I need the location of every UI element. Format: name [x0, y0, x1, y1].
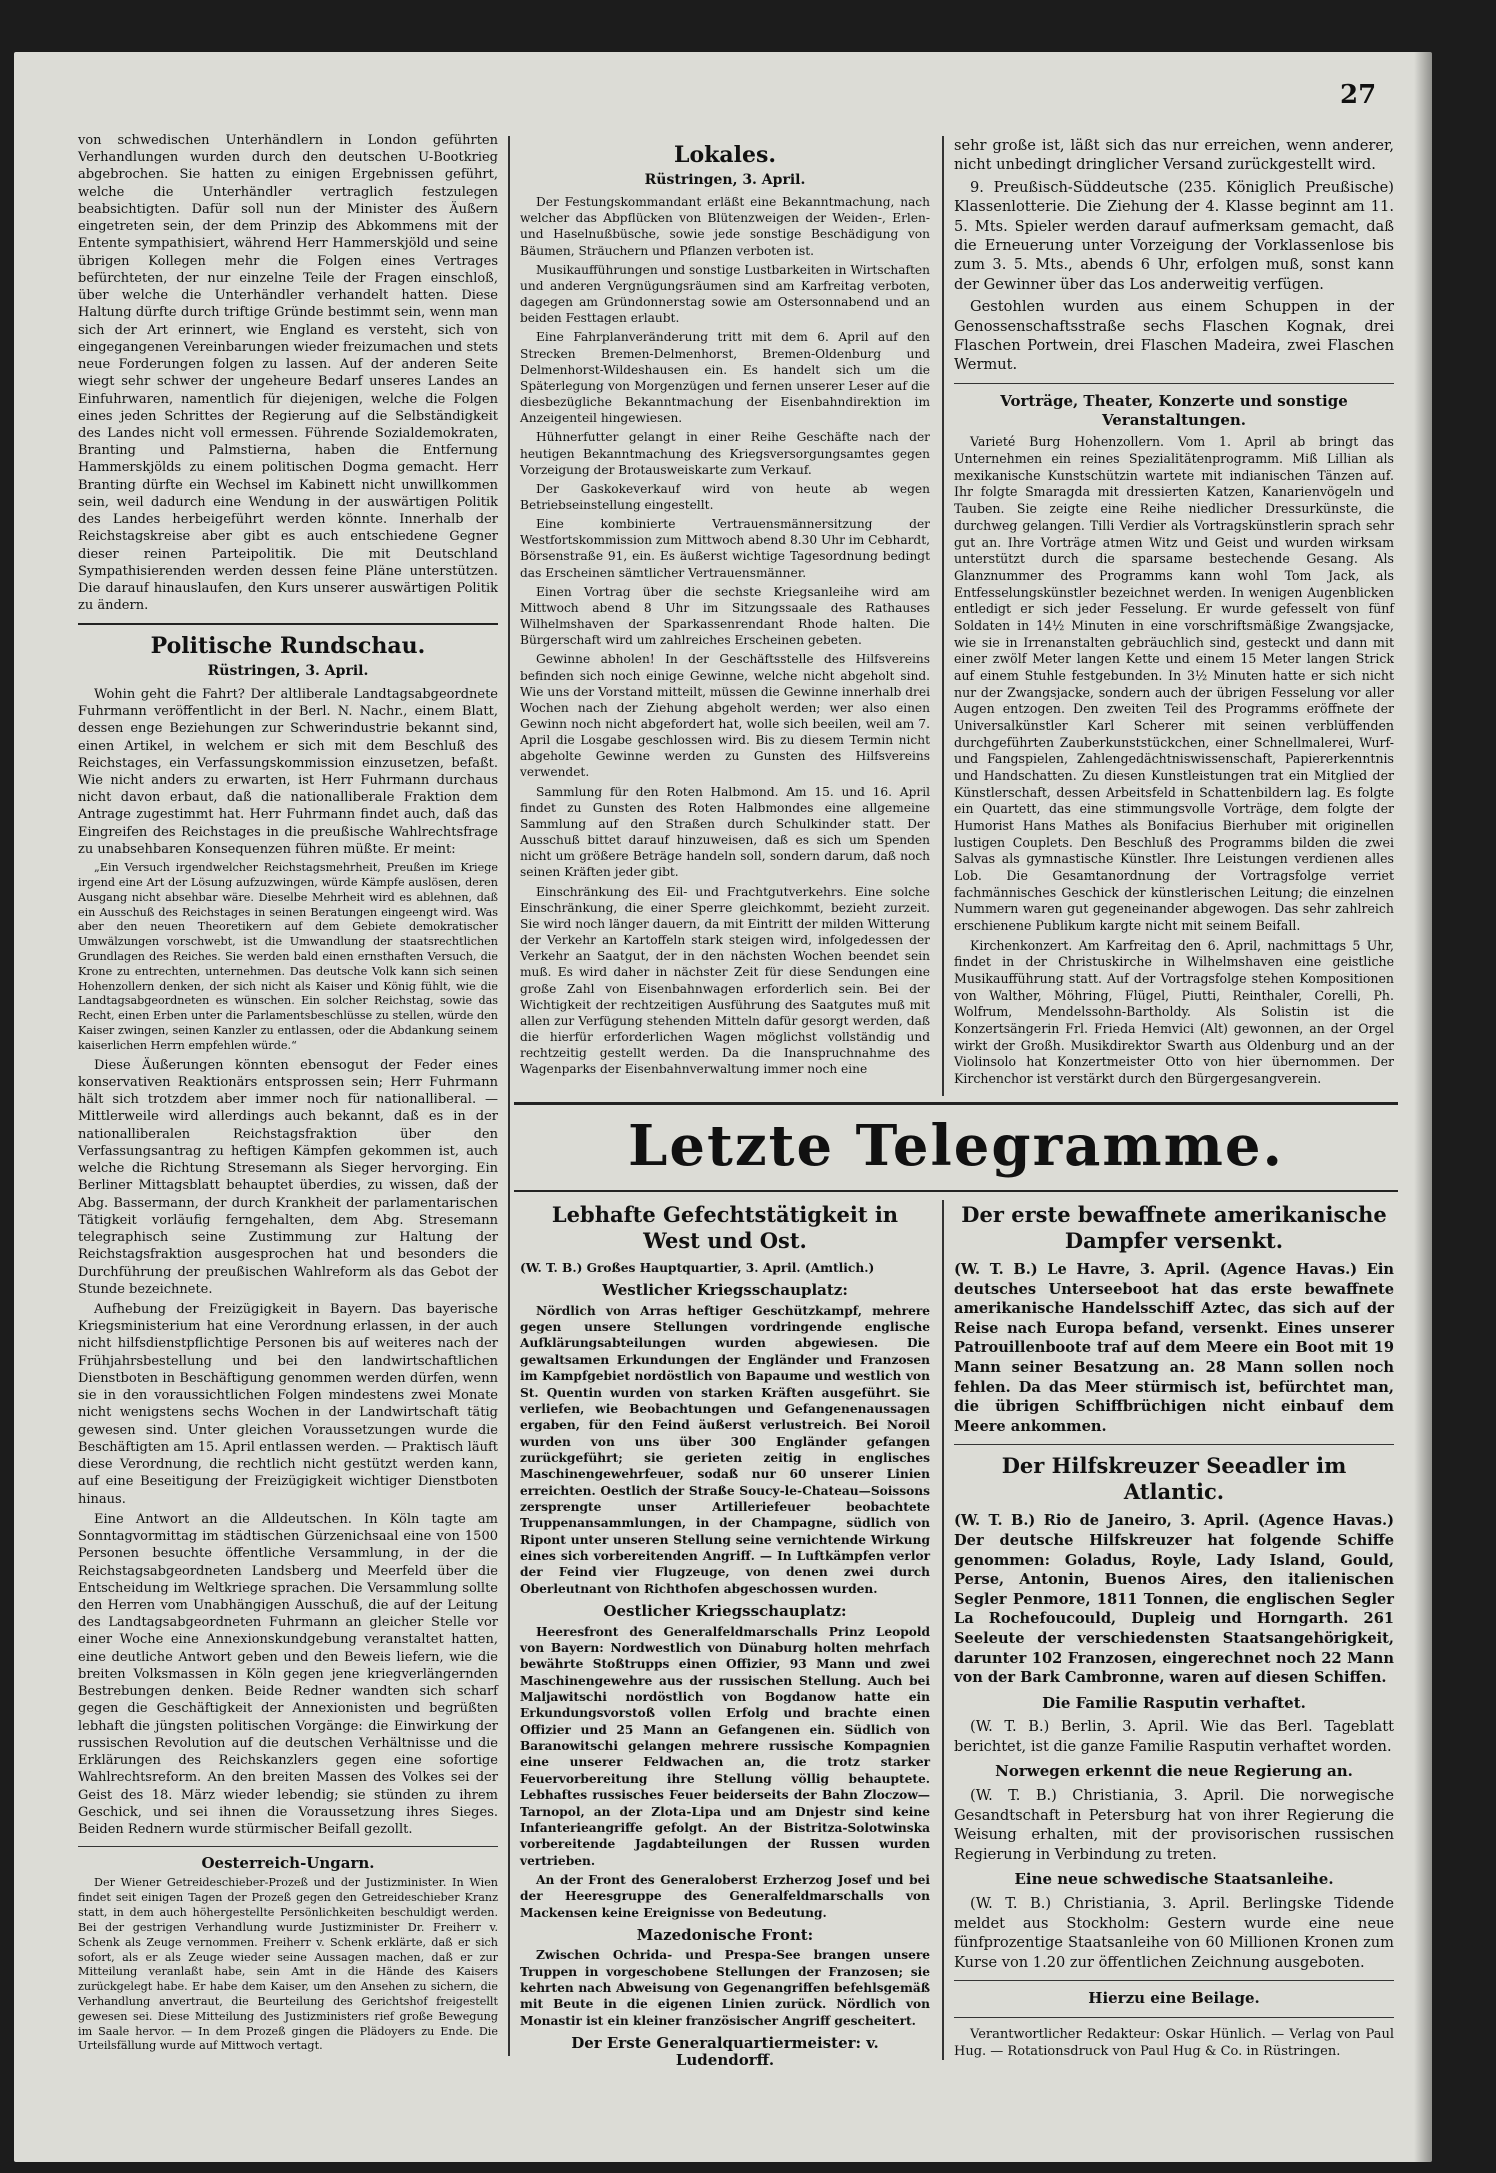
ost-heading: Oestlicher Kriegsschauplatz: [603, 1602, 847, 1621]
divider [78, 623, 498, 625]
oesterreich-heading: Oesterreich-Ungarn. [201, 1854, 375, 1873]
tele-signature: Der Erste Generalquartiermeister: v. Ludendorff. [571, 2034, 879, 2069]
telegramme-heading: Letzte Telegramme. [627, 1113, 1285, 1179]
article-musik: Musikaufführungen und sonstige Lustbarkeiten in Wirtschaften und anderen Vergnügungsräumen sind am Karfreitag verboten, dagegen am Gründonnerstag sowie am Ostersonnabend und an beiden Festtagen erlaubt. [520, 262, 930, 326]
lokales-heading: Lokales. [673, 142, 777, 168]
anleihe-heading: Eine neue schwedische Staatsanleihe. [1014, 1870, 1334, 1889]
divider [954, 2017, 1394, 2018]
article-fahrplan: Eine Fahrplanveränderung tritt mit dem 6. April auf den Strecken Bremen-Delmenhorst, Bremen-Oldenburg und Delmenhorst-Wildeshausen ein. Es handelt sich um die Späterlegung von Morgenzügen und fernen unserer Leser auf die diesbezügliche Bekanntmachung der Eisenbahndirektion im Anzeigenteil hingewiesen. [520, 330, 930, 426]
article-wohin: Wohin geht die Fahrt? Der altliberale Landtagsabgeordnete Fuhrmann veröffentlicht in der Berl. N. Nachr., einem Blatt, dessen enge Beziehungen zur Schwerindustrie bekannt sind, einen Artikel, in welchem er sich mit dem Beschluß des Reichstages, ein Verfassungskommission einzusetzen, befaßt. Wie nicht anders zu erwarten, ist Herr Fuhrmann durchaus nicht davon erbaut, daß die nationalliberale Fraktion dem Antrage zugestimmt hat. Herr Fuhrmann findet auch, daß das Eingreifen des Reichstages in die preußische Wahlrechtsfrage zu unabsehbaren Konsequenzen führen müßte. Er meint: [78, 686, 498, 857]
newspaper-page [14, 52, 1432, 2162]
article-frachtgut: Einschränkung des Eil- und Frachtgutverkehrs. Eine solche Einschränkung, die einer Sperre gleichkommt, bezieht zurzeit. Sie wird noch länger dauern, da mit Eintritt der milden Witterung der Verkehr an Kartoffeln stark steigen wird, infolgedessen der Verkehr an Saatgut, der in den nächsten Wochen beendet sein muß. Es wird daher in nächster Zeit für diese Sendungen eine große Zahl von Eisenbahnwagen erforderlich sein. Bei der Wichtigkeit der rechtzeitigen Ausführung des Saatgutes muß mit allen zur Verfügung stehenden Mitteln dafür gesorgt werden, daß die hierfür erforderlichen Wagen möglichst vollständig und rechtzeitig gestellt werden. Da die Inanspruchnahme des Wagenparks der Eisenbahnverwaltung immer noch eine [520, 884, 930, 1077]
column-rule [942, 136, 944, 1096]
telegramme-top-rule [514, 1102, 1398, 1105]
article-alldeutschen: Eine Antwort an die Alldeutschen. In Köln tagte am Sonntagvormittag im städtischen Gürzenichsaal eine von 1500 Personen besuchte öffentliche Versammlung, in der die Reichstagsabgeordneten Landsberg und Meerfeld über die Entscheidung im Weltkriege sprachen. Die Versammlung sollte den Herren vom Unabhängigen Ausschuß, die auf der Leitung des Landtagsabgeordneten Fuhrmann an gleicher Stelle vor einer Woche eine Annexionskundgebung veranstaltet hatten, eine deutliche Antwort geben und den Beweis liefern, wie die breiten Volksmassen in Köln gegen jene kriegverlängernden Bestrebungen denken. Beide Redner wandten sich scharf gegen die Geschäftigkeit der Annexionisten und begrüßten lebhaft die jüngsten politischen Vorgänge: die Einwirkung der russischen Revolution auf die deutschen Verhältnisse und die Erklärungen des Reichskanzlers gegen eine sofortige Wahlrechtsreform. An den breiten Massen des Volkes sei der Geist des 18. März wieder lebendig; sie stünden zu ihrem Geschick, und sei ihnen die Voraussetzung ihres Sieges. Beiden Rednern wurde stürmischer Beifall gezollt. [78, 1511, 498, 1838]
tele-ost2: An der Front des Generaloberst Erzherzog Josef und bei der Heeresgruppe des Generalfeldmarschalls von Mackensen keine Ereignisse von Bedeutung. [520, 1872, 930, 1920]
politische-rundschau-heading: Politische Rundschau. [150, 632, 426, 659]
page-number: 27 [1340, 80, 1377, 110]
article-variete: Varieté Burg Hohenzollern. Vom 1. April ab bringt das Unternehmen ein reines Spezialitätenprogramm. Miß Lillian als mexikanische Kunstschützin wartete mit indianischen Tänzen auf. Ihr folgte Smaragda mit dressierten Katzen, Kanarienvögeln und Tauben. Sie zeigte eine Reihe niedlicher Dressurkünste, die durchweg gelangen. Tilli Verdier als Vortragskünstlerin sprach sehr gut an. Ihre Vorträge atmen Witz und Geist und wurden wirksam unterstützt durch die sparsame bestechende Gesang. Als Glanznummer des Programms kann wohl Tom Jack, als Entfesselungskünstler bezeichnet werden. In wenigen Augenblicken entledigt er sich jeder Fesselung. Er wurde gefesselt von fünf Soldaten in 14½ Minuten in eine vorschriftsmäßige Zwangsjacke, wie sie in Irrenanstalten gebräuchlich sind, gesteckt und dann mit einer zwölf Meter langen Kette und einem 15 Meter langen Strick auf einem Stuhle festgebunden. In 3½ Minuten hatte er sich nicht nur der Zwangsjacke, sondern auch der übrigen Fesselung vor aller Augen entzogen. Den zweiten Teil des Programms eröffnete der Universalkünstler Karl Scherer mit seinen verblüffenden durchgeführten Zauberkunststückchen, einer Schnellmalerei, Wurf- und Fangspielen, Zahlengedächtniswissenschaft, Papiererkenntnis und Handschatten. Zu diesen Kunstleistungen trat ein Mitglied der Künstlerschaft, dessen Arbeitsfeld in Schattenbildern lag. Es folgte ein Quartett, das eine stimmungsvolle Vorträge, dem folgte der Humorist Hans Mathes als Bonifacius Bierhuber mit originellen lustigen Couplets. Den Beschluß des Programms bilden die zwei Salvas als gymnastische Künstler. Ihre Leistungen verdienen alles Lob. Die Gesamtanordnung der Vortragsfolge verriet fachmännisches Geschick der künstlerischen Leitung; die einzelnen Nummern waren gut gegeneinander abgewogen. Das sehr zahlreich erschienene Publikum kargte nicht mit seinem Beifall. [954, 434, 1394, 933]
article-intro: von schwedischen Unterhändlern in London geführten Verhandlungen wurden durch den deutschen U-Bootkrieg abgebrochen. Sie hatten zu einigen Ergebnissen geführt, welche die Unterhändler vertraglich festzulegen beabsichtigten. Dafür soll nun der Minister des Äußern eingetreten sein, der dem Prinzip des Abkommens mit der Entente sympathisiert, während Herr Hammerskjöld und seine übrigen Kollegen mehr die Folgen eines Vertrages befürchteten, der nur einzelne Teile der Fragen einschloß, über welche die Unterhändler verhandelt hatten. Diese Haltung dürfte durch triftige Gründe bestimmt sein, wenn man sich der Art erinnert, wie England es versteht, sich von eingegangenen Vereinbarungen wieder freizumachen und stets neue Forderungen folgen zu lassen. Auf der anderen Seite wiegt sehr schwer der ungeheure Bedarf unseres Landes an Einfuhrwaren, namentlich für diejenigen, welche die Folgen eines jeden Schrittes der Regierung auf die Selbständigkeit des Landes nicht voll ermessen. Führende Sozialdemokraten, Branting und Palmstierna, haben die Entfernung Hammerskjölds zu einem politischen Dogma gemacht. Herr Branting dürfte ein Wechsel im Kabinett nicht unwillkommen sein, weil dadurch eine Wendung in der auswärtigen Politik des Landes herbeigeführt werden könnte. Innerhalb der Reichstagskreise aber gibt es auch entschiedene Gegner dieser reinen Parteipolitik. Die mit Deutschland Sympathisierenden werden dessen feine Pläne unterstützen. Die darauf hinauslaufen, den Kurs unserer auswärtigen Politik zu ändern. [78, 133, 498, 614]
article-continued: sehr große ist, läßt sich das nur erreichen, wenn anderer, nicht unbedingt dringlicher Versand zurückgestellt wird. [954, 137, 1394, 174]
column-right [954, 136, 1394, 1091]
telegramme-right [954, 1200, 1394, 2063]
article-huehnerfutter: Hühnerfutter gelangt in einer Reihe Geschäfte nach der heutigen Bekanntmachung des Kriegsversorgungsamtes gegen Vorzeigung der Brotausweiskarte zum Verkauf. [520, 430, 930, 477]
rasputin-heading: Die Familie Rasputin verhaftet. [1042, 1693, 1306, 1712]
tele-left-intro: (W. T. B.) Großes Hauptquartier, 3. April. (Amtlich.) [520, 1261, 875, 1275]
divider [954, 1980, 1394, 1981]
west-heading: Westlicher Kriegsschauplatz: [602, 1281, 848, 1300]
tele-west: Nördlich von Arras heftiger Geschützkampf, mehrere gegen unsere Stellungen vordringende englische Aufklärungsabteilungen wurden abgewiesen. Die gewaltsamen Erkundungen der Engländer und Franzosen im Kampfgebiet nordöstlich von Bapaume und westlich von St. Quentin wurden von starken Kräften ausgeführt. Sie verliefen, wie Beobachtungen und Gefangenenaussagen ergaben, für den Feind äußerst verlustreich. Bei Noroil wurden von uns über 300 Engländer gefangen zurückgeführt; sie gerieten zeitig in englisches Maschinengewehrfeuer, sodaß nur 60 unserer Linien erreichten. Oestlich der Straße Soucy-le-Chateau—Soissons zersprengte unser Artilleriefeuer beobachtete Truppenansammlungen, in der Champagne, südlich von Ripont unter unseren Stellung seine vernichtende Wirkung eines sich vorbereitenden Angriff. — In Luftkämpfen verlor der Feind vier Flugzeuge, von denen zwei durch Oberleutnant von Richthofen abgeschossen wurden. [520, 1303, 930, 1596]
maz-heading: Mazedonische Front: [636, 1926, 814, 1945]
column-rule [508, 136, 510, 2056]
norwegen-heading: Norwegen erkennt die neue Regierung an. [995, 1762, 1353, 1781]
tele-anleihe: (W. T. B.) Christiania, 3. April. Berlingske Tidende meldet aus Stockholm: Gestern wurde eine neue fünfprozentige Staatsanleihe von 60 Millionen Kronen zum Kurse von 1.20 zur öffentlichen Zeichnung ausgeboten. [954, 1895, 1394, 1971]
column-middle [520, 136, 930, 1080]
divider [954, 383, 1394, 384]
article-fuhrmann: Diese Äußerungen könnten ebensogut der Feder eines konservativen Reaktionärs entsprossen sein; Herr Fuhrmann hält sich trotzdem aber immer noch für nationalliberal. — Mittlerweile wird allerdings auch bekannt, daß es in der nationalliberalen Reichstagsfraktion über den Verfassungsantrag zu heftigen Kämpfen gekommen ist, auch welche die Richtung Stresemann als Sieger hervorging. Ein Berliner Mittagsblatt behauptet überdies, zu wissen, daß der Abg. Bassermann, der durch Krankheit der parlamentarischen Tätigkeit vorläufig ferngehalten, dem Abg. Stresemann telegraphisch seine Zustimmung zur Haltung der Reichstagsfraktion ausgesprochen hat und besonders die Durchführung der preußischen Wahlreform als das Gebot der Stunde bezeichnete. [78, 1057, 498, 1297]
column-left [78, 132, 498, 2057]
tele-ost: Heeresfront des Generalfeldmarschalls Prinz Leopold von Bayern: Nordwestlich von Dünaburg holten mehrfach bewährte Stoßtrupps einen Offizier, 93 Mann und zwei Maschinengewehre aus der russischen Stellung. Auch bei Maljawitschi nordöstlich von Bogdanow hatte ein Erkundungsvorstoß vollen Erfolg und brachte einen Offizier und 25 Mann an Gefangenen ein. Südlich von Baranowitschi gelangen mehrere russische Kompagnien eine unserer Feldwachen an, die trotz starker Feuervorbereitung ihre Stellung völlig behauptete. Lebhaftes russisches Feuer beiderseits der Bahn Zloczow—Tarnopol, an der Zlota-Lipa und am Dnjestr sind keine Infanterieangriffe gefolgt. An der Bistritza-Solotwinska vorbereitende Jagdabteilungen der Russen wurden vertrieben. [520, 1624, 930, 1868]
tele-rasputin: (W. T. B.) Berlin, 3. April. Wie das Berl. Tageblatt berichtet, ist die ganze Familie Rasputin verhaftet worden. [954, 1718, 1394, 1755]
article-freizuegigkeit: Aufhebung der Freizügigkeit in Bayern. Das bayerische Kriegsministerium hat eine Verordnung erlassen, in der auch nicht hilfsdienstpflichtige Personen bis auf weiteres nach der Frühjahrsbestellung und bei den landwirtschaftlichen Dienstboten in Beschäftigung genommen werden dürfen, wenn sie in den voraussichtlichen Folgen mindestens zwei Monate nicht wenigstens sechs Wochen in der Landwirtschaft tätig gewesen sind. Unter gleichen Voraussetzungen wurde die Beschäftigten am 15. April entlassen werden. — Praktisch läuft diese Verordnung, die rechtlich nicht gestützt werden kann, auf eine Beseitigung der Freizügigkeit wichtiger Dienstboten hinaus. [78, 1301, 498, 1507]
impressum: Verantwortlicher Redakteur: Oskar Hünlich. — Verlag von Paul Hug. — Rotationsdruck von Paul Hug & Co. in Rüstringen. [954, 2027, 1394, 2059]
article-vertrauensmaenner: Eine kombinierte Vertrauensmännersitzung der Westfortskommission zum Mittwoch abend 8.30 Uhr im Cebhardt, Börsenstraße 91, ein. Es äußerst wichtige Tagesordnung bedingt das Erscheinen sämtlicher Vertrauensmänner. [520, 517, 930, 580]
beilage-note: Hierzu eine Beilage. [1088, 1989, 1260, 2008]
tele-seeadler: (W. T. B.) Rio de Janeiro, 3. April. (Agence Havas.) Der deutsche Hilfskreuzer hat folgende Schiffe genommen: Goladus, Royle, Lady Island, Gould, Perse, Antonin, Buenos Aires, den italienischen Segler Penmore, 1811 Tonnen, die englischen Segler La Rochefoucould, Dupleig und Horngarth. 261 Seeleute der verschiedensten Staatsangehörigkeit, darunter 102 Franzosen, eingerechnet noch 22 Mann von der Bark Cambronne, waren auf diesen Schiffen. [954, 1512, 1394, 1687]
article-gewinne: Gewinne abholen! In der Geschäftsstelle des Hilfsvereins befinden sich noch einige Gewinne, welche nicht abgeholt sind. Wie uns der Vorstand mitteilt, müssen die Gewinne innerhalb drei Wochen nach der Ziehung abgeholt werden; wer also einen Gewinn noch nicht abgefordert hat, wolle sich beeilen, weil am 7. April die Losgabe geschlossen wird. Bis zu diesem Termin nicht abgeholte Gewinne werden zu Gunsten des Hilfsvereins verwendet. [520, 652, 930, 780]
article-lotterie: 9. Preußisch-Süddeutsche (235. Königlich Preußische) Klassenlotterie. Die Ziehung der 4. Klasse beginnt am 11. 5. Mts. Spieler werden darauf aufmerksam gemacht, daß die Erneuerung unter Vorzeigung der Vorklassenlose bis zum 3. 5. Mts., abends 6 Uhr, erfolgen muß, sonst kann der Gewinner über das Los anderweitig verfügen. [954, 178, 1394, 293]
telegramme-left [520, 1200, 930, 2072]
divider [78, 1846, 498, 1847]
article-wiener-prozess: Der Wiener Getreideschieber-Prozeß und der Justizminister. In Wien findet seit einigen Tagen der Prozeß gegen den Getreideschieber Kranz statt, in dem auch höhergestellte Persönlichkeiten beschuldigt werden. Bei der gestrigen Verhandlung wurde Justizminister Dr. Freiherr v. Schenk als Zeuge vernommen. Freiherr v. Schenk erklärte, daß er sich sofort, als er als Zeuge wieder seine Aussagen machen, daß er zur Mitteilung veranlaßt habe, sein Amt in die Hände des Kaisers zurückgelegt habe. Er habe dem Kaiser, um den Ansehen zu sichern, die Verhandlung anvertraut, die Beurteilung des Gerichtshof freigestellt gewesen sei. Diese Mitteilung des Justizministers rief große Bewegung im Saale hervor. — In dem Prozeß gingen die Plädoyers zu Ende. Die Urteilsfällung wurde auf Mittwoch vertagt. [78, 1876, 498, 2053]
article-halbmond: Sammlung für den Roten Halbmond. Am 15. und 16. April findet zu Gunsten des Roten Halbmondes eine allgemeine Sammlung auf den Straßen durch Schulkinder statt. Der Ausschuß bittet darauf hinzuweisen, daß es sich um Spenden nicht um größere Beträge handeln soll, sondern darum, daß noch seinen Kräften jeder gibt. [520, 784, 930, 880]
article-festungskommandant: Der Festungskommandant erläßt eine Bekanntmachung, nach welcher das Abpflücken von Blütenzweigen der Weiden-, Erlen- und Haselnußbüsche, sowie jede sonstige Beschädigung von Bäumen, Sträuchern und Pflanzen verboten ist. [520, 195, 930, 258]
lokales-dateline: Rüstringen, 3. April. [644, 172, 806, 188]
politische-dateline: Rüstringen, 3. April. [207, 662, 369, 679]
telegramme-rule [514, 1190, 1398, 1192]
column-rule [942, 1200, 944, 2060]
article-gaskoke: Der Gaskokeverkauf wird von heute ab wegen Betriebseinstellung eingestellt. [520, 481, 930, 512]
article-kirchenkonzert: Kirchenkonzert. Am Karfreitag den 6. April, nachmittags 5 Uhr, findet in der Christuskirche in Wilhelmshaven eine geistliche Musikaufführung statt. Auf der Vortragsfolge stehen Kompositionen von Walther, Möhring, Flügel, Piutti, Reinthaler, Corelli, Ph. Wolfrum, Mendelssohn-Bartholdy. Als Solistin ist die Konzertsängerin Frl. Frieda Hemvici (Alt) gewonnen, an der Orgel wirkt der Großh. Musikdirektor Swarth aus Oldenburg und an der Violinsolo hat Konzertmeister Otto von hier übernommen. Der Kirchenchor ist verstärkt durch den Bürgergesangverein. [954, 937, 1394, 1086]
tele-maz: Zwischen Ochrida- und Prespa-See brangen unsere Truppen in vorgeschobene Stellungen der Franzosen; sie kehrten nach Abweisung von Gegenangriffen befehlsgemäß mit Beute in die eigenen Linien zurück. Nördlich von Monastir ist ein kleiner französischer Angriff gescheitert. [520, 1948, 930, 2028]
vortraege-heading: Vorträge, Theater, Konzerte und sonstige Veranstaltungen. [1000, 391, 1348, 430]
tele-seeadler-heading: Der Hilfskreuzer Seeadler im Atlantic. [1001, 1453, 1347, 1505]
tele-left-heading: Lebhafte Gefechtstätigkeit in West und Ost. [551, 1202, 899, 1253]
tele-right-heading: Der erste bewaffnete amerikanische Dampfer versenkt. [961, 1202, 1387, 1253]
article-vortrag: Einen Vortrag über die sechste Kriegsanleihe wird am Mittwoch abend 8 Uhr im Sitzungssaale des Rathauses Wilhelmshaven der Sparkassenrendant Rhode halten. Die Bürgerschaft wird um zahlreiches Erscheinen gebeten. [520, 584, 930, 648]
article-gestohlen: Gestohlen wurden aus einem Schuppen in der Genossenschaftsstraße sechs Flaschen Kognak, drei Flaschen Portwein, drei Flaschen Madeira, zwei Flaschen Wermut. [954, 298, 1394, 374]
article-quote: „Ein Versuch irgendwelcher Reichstagsmehrheit, Preußen im Kriege irgend eine Art der Lösung aufzuzwingen, würde Kämpfe auslösen, deren Ausgang nicht absehbar wäre. Dieselbe Mehrheit wird es ablehnen, daß ein Ausschuß des Reichstages in seinen Beratungen eingeengt wird. Was aber den neuen Theoretikern auf dem Gebiete demokratischer Umwälzungen vorschwebt, ist die Umwandlung der staatsrechtlichen Grundlagen des Reiches. Sie werden bald einen ernsthaften Versuch, die Krone zu entrechten, unternehmen. Das deutsche Volk kann sich seinen Hohenzollern denken, der sich nicht als Kaiser und König fühlt, wie die Landtagsabgeordneten es wünschen. Ein solcher Reichstag, sowie das Recht, einen Erben unter die Parlamentsbeschlüsse zu stellen, würde den Kaiser zwingen, seinen Kanzler zu entlassen, oder die Abdankung seinem kaiserlichen Herrn empfehlen würde.“ [78, 861, 498, 1052]
divider [954, 1444, 1394, 1445]
tele-havre: (W. T. B.) Le Havre, 3. April. (Agence Havas.) Ein deutsches Unterseeboot hat das erste bewaffnete amerikanische Handelsschiff Aztec, das sich auf der Reise nach Europa befand, versenkt. Eines unserer Patrouillenboote traf auf dem Meere ein Boot mit 19 Mann seiner Besatzung an. 28 Mann sollen noch fehlen. Da das Meer stürmisch ist, befürchtet man, die übrigen Schiffbrüchigen nicht einbauf dem Meere ankommen. [954, 1261, 1394, 1435]
tele-norwegen: (W. T. B.) Christiania, 3. April. Die norwegische Gesandtschaft in Petersburg hat von ihrer Regierung die Weisung erhalten, mit der provisorischen russischen Regierung in Verbindung zu treten. [954, 1787, 1394, 1863]
